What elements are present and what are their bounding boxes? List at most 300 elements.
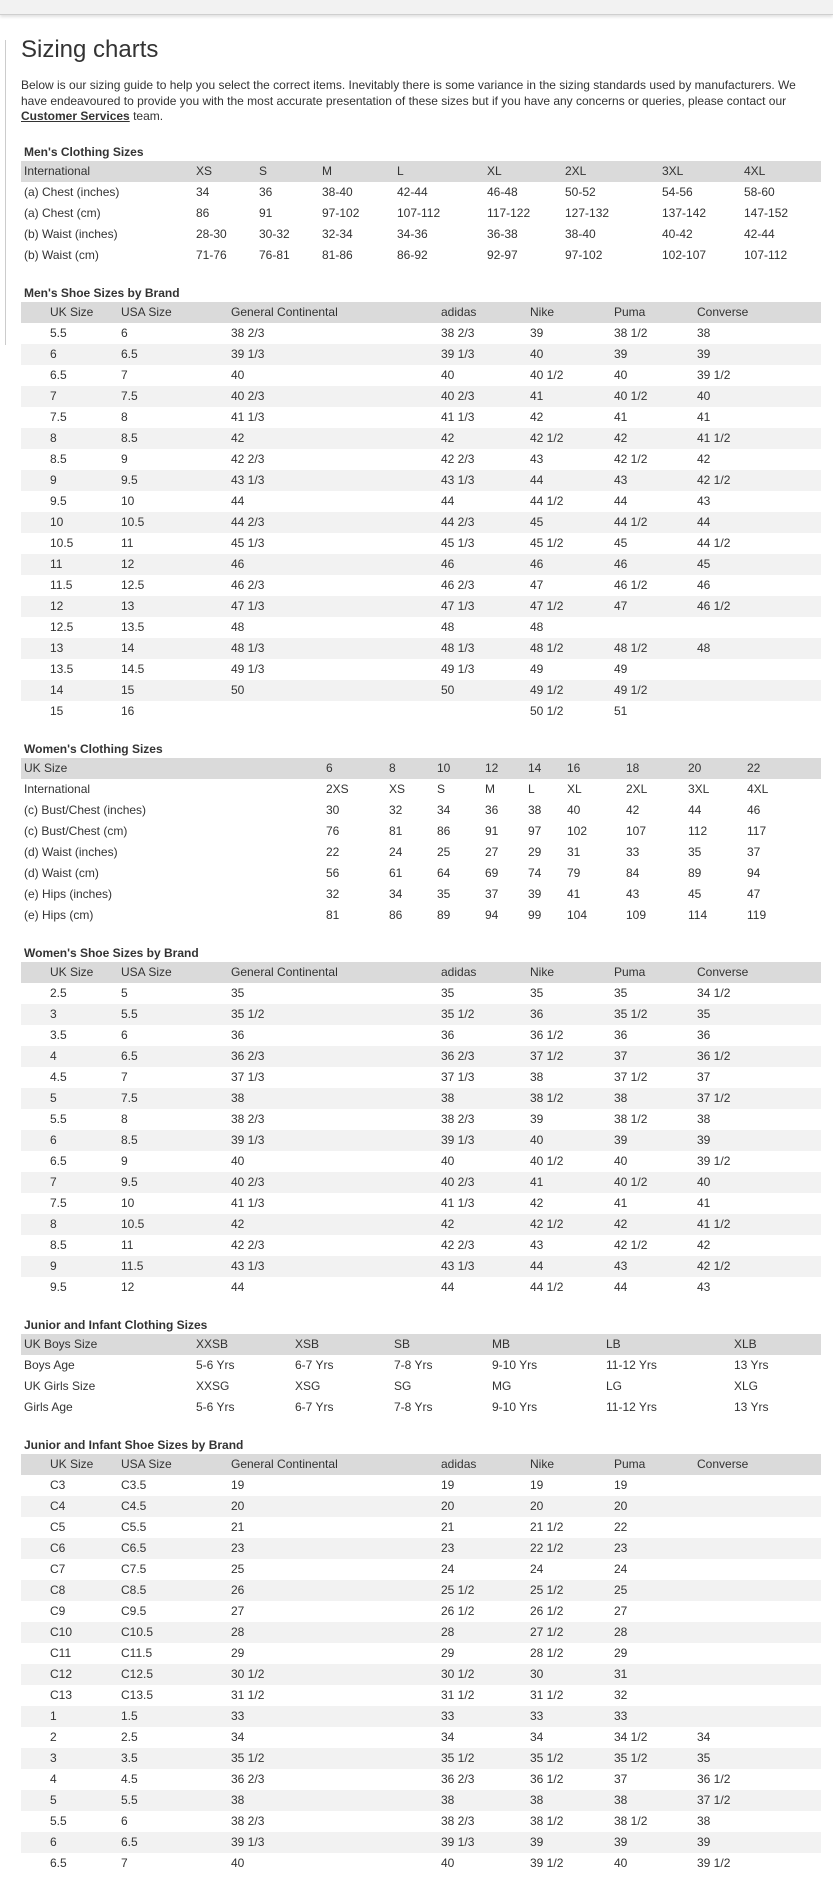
table-cell: 36-38	[487, 227, 518, 241]
table-cell: 28-30	[196, 227, 227, 241]
table-cell: 43 1/3	[231, 1256, 441, 1277]
table-cell: 44 1/2	[697, 536, 731, 550]
table-cell: 25 1/2	[530, 1580, 614, 1601]
table-cell: 35	[697, 1004, 821, 1025]
table-cell: 32	[389, 803, 403, 817]
table-row	[21, 1832, 821, 1853]
table-cell	[697, 659, 821, 680]
section-junior-clothing	[21, 1316, 821, 1418]
table-cell: 42	[697, 452, 711, 466]
table-cell: 2XL	[626, 782, 648, 796]
table-cell: C3.5	[121, 1478, 147, 1492]
table-row	[21, 1853, 821, 1874]
table-cell: 3.5	[121, 1748, 231, 1769]
table-header-row	[21, 1454, 821, 1475]
table-cell: 44	[697, 512, 821, 533]
table-cell: 11	[21, 554, 121, 575]
table-cell: 44	[530, 470, 614, 491]
table-cell: 32	[614, 1688, 628, 1702]
header-cell: Converse	[697, 1454, 821, 1475]
table-row	[21, 1088, 821, 1109]
table-cell: 46	[614, 554, 697, 575]
table-row	[21, 1496, 821, 1517]
table-cell: 19	[614, 1478, 628, 1492]
table-row	[21, 1790, 821, 1811]
header-cell: L	[397, 161, 487, 182]
table-cell: 38-40	[565, 227, 596, 241]
table-cell: 71-76	[196, 248, 227, 262]
table-cell: C5.5	[121, 1520, 147, 1534]
section-title: Women's Clothing Sizes	[24, 741, 163, 756]
table-row	[21, 1193, 821, 1214]
table-cell: 40 1/2	[614, 386, 697, 407]
table-mens-shoes	[21, 302, 821, 722]
table-row	[21, 1214, 821, 1235]
table-cell	[697, 1517, 821, 1538]
table-cell: C3	[50, 1478, 66, 1492]
table-cell: 47	[747, 887, 761, 901]
table-cell: 38	[441, 1088, 530, 1109]
table-cell: 31	[614, 1664, 697, 1685]
table-cell: 40	[530, 1130, 614, 1151]
table-cell: 35 1/2	[441, 1748, 530, 1769]
table-cell: 49 1/3	[441, 662, 475, 676]
table-cell: 44	[231, 494, 245, 508]
table-cell: 20	[530, 1496, 614, 1517]
section-mens-shoes	[21, 284, 821, 722]
table-cell: 28	[614, 1622, 697, 1643]
table-cell: 64	[437, 866, 451, 880]
table-cell: 6-7 Yrs	[295, 1400, 334, 1414]
table-cell: 3	[21, 1748, 121, 1769]
header-cell: XLB	[734, 1334, 821, 1355]
table-cell	[614, 617, 697, 638]
table-row	[21, 428, 821, 449]
table-cell: 35 1/2	[441, 1004, 530, 1025]
table-cell: 25	[614, 1580, 697, 1601]
table-row	[21, 1067, 821, 1088]
table-cell: M	[485, 782, 495, 796]
table-row	[21, 1277, 821, 1298]
table-cell: 40	[231, 368, 245, 382]
table-cell: 74	[528, 866, 542, 880]
table-cell: 42 1/2	[614, 452, 648, 466]
table-cell: 9	[21, 1256, 121, 1277]
section-womens-shoes	[21, 944, 821, 1298]
table-cell: 19	[530, 1478, 544, 1492]
table-cell: 4XL	[747, 782, 769, 796]
table-cell: 5	[121, 986, 128, 1000]
table-cell: 112	[688, 824, 708, 838]
section-title: Junior and Infant Clothing Sizes	[24, 1317, 208, 1332]
table-cell: 39	[530, 1832, 614, 1853]
table-cell: 39 1/2	[697, 368, 731, 382]
table-cell: 39 1/2	[530, 1856, 564, 1870]
table-cell: 7	[21, 386, 121, 407]
table-cell: 42	[441, 1214, 530, 1235]
table-cell: 37 1/2	[697, 1088, 821, 1109]
table-cell: (e) Hips (cm)	[24, 908, 94, 922]
table-cell: 4	[21, 1046, 121, 1067]
table-cell: 5.5	[50, 1814, 67, 1828]
table-header-row	[21, 161, 821, 182]
table-cell: 8.5	[121, 1130, 231, 1151]
table-cell: XLG	[734, 1379, 759, 1393]
table-cell: 16	[121, 704, 135, 718]
table-cell: 50	[441, 680, 530, 701]
table-cell: MG	[492, 1379, 512, 1393]
table-cell: 42	[626, 803, 640, 817]
table-row	[21, 1130, 821, 1151]
table-row	[21, 245, 821, 266]
table-cell	[697, 1685, 821, 1706]
section-junior-shoes	[21, 1436, 821, 1874]
table-cell: 39	[530, 1112, 544, 1126]
table-cell: 86-92	[397, 248, 428, 262]
table-row	[21, 821, 821, 842]
table-cell	[697, 1496, 821, 1517]
table-cell: 43 1/3	[231, 470, 441, 491]
table-cell: 42 2/3	[231, 1238, 265, 1252]
table-cell: 76	[326, 824, 340, 838]
table-cell: (d) Waist (cm)	[24, 866, 99, 880]
table-cell: 37	[747, 845, 761, 859]
table-cell: 37	[614, 1772, 628, 1786]
table-cell: 147-152	[744, 206, 789, 220]
table-cell: 34	[196, 185, 210, 199]
table-cell: 23	[441, 1538, 530, 1559]
table-cell: 42 1/2	[697, 470, 821, 491]
table-cell: 6	[21, 1832, 121, 1853]
table-cell: L	[528, 782, 535, 796]
table-cell: 20	[231, 1496, 441, 1517]
header-cell: Puma	[614, 1454, 697, 1475]
header-cell: UK Size	[21, 302, 121, 323]
table-cell: 44	[441, 1280, 455, 1294]
table-cell: 81	[326, 908, 340, 922]
table-cell: 30	[530, 1664, 614, 1685]
table-cell: 24	[530, 1562, 544, 1576]
table-cell: 6	[21, 344, 121, 365]
table-cell: (b) Waist (inches)	[24, 227, 118, 241]
table-cell: C7.5	[121, 1562, 147, 1576]
table-cell: C9	[50, 1604, 66, 1618]
table-cell: 36 1/2	[697, 1046, 821, 1067]
table-cell	[697, 1622, 821, 1643]
table-cell: 40	[614, 1856, 628, 1870]
header-cell: XS	[196, 161, 259, 182]
table-cell: (a) Chest (inches)	[24, 185, 120, 199]
table-cell: 42-44	[744, 227, 775, 241]
table-row	[21, 203, 821, 224]
table-cell: 84	[626, 866, 640, 880]
table-row	[21, 1397, 821, 1418]
table-cell: 48 1/2	[530, 638, 614, 659]
table-cell: C4	[21, 1496, 121, 1517]
table-cell: 23	[231, 1538, 441, 1559]
table-cell: 19	[441, 1478, 455, 1492]
table-cell: 35	[437, 887, 451, 901]
table-cell: 9.5	[121, 1172, 231, 1193]
sizing-tables	[21, 143, 821, 1874]
table-cell: 24	[614, 1562, 628, 1576]
table-cell: 86	[196, 206, 210, 220]
table-cell: 13.5	[121, 620, 145, 634]
table-cell: 41 1/3	[441, 410, 475, 424]
table-cell: 36	[614, 1028, 628, 1042]
table-row	[21, 1025, 821, 1046]
table-cell: C12.5	[121, 1664, 231, 1685]
table-cell: 36 2/3	[231, 1046, 441, 1067]
table-cell: 6.5	[121, 1832, 231, 1853]
table-cell: 40 1/2	[530, 1154, 564, 1168]
table-cell	[697, 1601, 821, 1622]
table-junior-shoes	[21, 1454, 821, 1874]
table-cell: 38 2/3	[231, 1814, 265, 1828]
table-junior-clothing	[21, 1334, 821, 1418]
table-cell: 86	[437, 824, 451, 838]
table-row	[21, 491, 821, 512]
table-cell: 7.5	[50, 1196, 67, 1210]
table-cell: C6.5	[121, 1538, 231, 1559]
table-cell: 35	[697, 1748, 821, 1769]
table-cell: 24	[389, 845, 403, 859]
table-cell: C5	[50, 1520, 66, 1534]
header-cell: 16	[567, 758, 626, 779]
table-cell: 15	[121, 680, 231, 701]
table-cell: 9.5	[50, 1280, 67, 1294]
table-cell: 8.5	[121, 428, 231, 449]
table-cell: 46	[441, 554, 530, 575]
table-cell: 9.5	[50, 494, 67, 508]
table-cell: 43	[697, 1280, 711, 1294]
table-cell: 127-132	[565, 206, 610, 220]
table-cell: 42 2/3	[441, 452, 475, 466]
header-cell: General Continental	[231, 1454, 441, 1475]
header-cell: 4XL	[744, 161, 821, 182]
table-cell: 8	[21, 1214, 121, 1235]
table-cell: 31 1/2	[231, 1688, 265, 1702]
section-mens-clothing	[21, 143, 821, 266]
table-cell: 42 1/2	[697, 1256, 821, 1277]
table-cell: 8	[121, 1112, 128, 1126]
table-cell: 42 1/2	[614, 1238, 648, 1252]
table-cell: 40-42	[662, 227, 693, 241]
table-cell: 38	[441, 1790, 530, 1811]
table-cell: 40	[441, 1154, 455, 1168]
table-cell: 6.5	[50, 1154, 67, 1168]
table-cell: 2XS	[326, 782, 349, 796]
header-cell: LB	[606, 1334, 734, 1355]
table-cell: (d) Waist (inches)	[24, 845, 118, 859]
table-cell: 5-6 Yrs	[196, 1358, 235, 1372]
table-cell: 14.5	[121, 662, 145, 676]
header-cell: 12	[485, 758, 528, 779]
table-cell: 39 1/3	[231, 344, 441, 365]
table-womens-clothing	[21, 758, 821, 926]
table-cell: 31 1/2	[530, 1688, 564, 1702]
table-cell: 40 2/3	[231, 1172, 441, 1193]
table-cell: 109	[626, 908, 647, 922]
table-cell: 38 2/3	[231, 326, 265, 340]
table-row	[21, 596, 821, 617]
table-row	[21, 323, 821, 344]
table-row	[21, 1811, 821, 1832]
table-cell	[697, 701, 821, 722]
table-cell: 6.5	[121, 1046, 231, 1067]
table-cell: 37	[697, 1070, 711, 1084]
table-mens-clothing	[21, 161, 821, 266]
table-cell: 38 2/3	[441, 1814, 475, 1828]
table-row	[21, 449, 821, 470]
table-cell: 40	[441, 1856, 455, 1870]
header-cell: UK Size	[21, 962, 121, 983]
table-cell: 11	[121, 1238, 134, 1252]
table-cell: 97-102	[565, 248, 603, 262]
table-row	[21, 1538, 821, 1559]
table-cell: 34 1/2	[697, 986, 731, 1000]
table-cell: 42	[614, 428, 697, 449]
table-cell: C7	[50, 1562, 66, 1576]
table-cell: 1.5	[121, 1706, 231, 1727]
table-cell: 38 2/3	[231, 1112, 265, 1126]
table-cell: 35 1/2	[614, 1004, 697, 1025]
table-cell: 35	[688, 845, 702, 859]
header-cell: Converse	[697, 302, 821, 323]
table-cell: 39 1/2	[697, 1856, 731, 1870]
table-cell: 11-12 Yrs	[606, 1400, 657, 1414]
table-cell: C11.5	[121, 1646, 153, 1660]
table-cell: 50	[231, 680, 441, 701]
customer-services-link[interactable]: Customer Services	[21, 109, 130, 123]
header-cell: UK Boys Size	[21, 1334, 196, 1355]
table-cell: 44	[688, 803, 702, 817]
table-cell: 6.5	[50, 1856, 67, 1870]
table-cell: 45 1/3	[231, 536, 265, 550]
table-cell: 39	[697, 1832, 821, 1853]
table-cell: 40	[231, 1856, 245, 1870]
table-cell: 23	[614, 1538, 697, 1559]
table-cell: 51	[614, 704, 628, 718]
header-cell: 20	[688, 758, 747, 779]
header-cell: MB	[492, 1334, 606, 1355]
table-cell: 37	[614, 1046, 697, 1067]
section-title: Junior and Infant Shoe Sizes by Brand	[24, 1437, 244, 1452]
table-cell: 31 1/2	[441, 1688, 475, 1702]
table-cell: 7	[121, 1856, 128, 1870]
header-cell: adidas	[441, 1454, 530, 1475]
table-cell: 41	[530, 1172, 614, 1193]
table-cell: 30 1/2	[441, 1664, 530, 1685]
table-row	[21, 617, 821, 638]
table-row	[21, 344, 821, 365]
table-cell: 2	[50, 1730, 57, 1744]
table-cell: 37 1/3	[231, 1070, 265, 1084]
table-cell: 31	[567, 845, 581, 859]
table-cell: 40	[697, 1172, 821, 1193]
table-cell: 49 1/3	[231, 662, 265, 676]
table-cell: 47	[530, 578, 544, 592]
table-cell: 44	[441, 494, 455, 508]
table-cell: C8.5	[121, 1580, 231, 1601]
table-cell: 81	[389, 824, 403, 838]
table-cell: 42	[530, 410, 544, 424]
table-cell: SG	[394, 1379, 412, 1393]
table-cell: 8	[121, 410, 128, 424]
table-cell: 102-107	[662, 248, 707, 262]
table-cell: (c) Bust/Chest (inches)	[24, 803, 147, 817]
table-cell: 8.5	[50, 452, 67, 466]
table-cell: 45	[688, 887, 702, 901]
table-cell: 7	[121, 1070, 128, 1084]
table-header-row	[21, 962, 821, 983]
header-cell: 22	[747, 758, 821, 779]
table-cell: 38 1/2	[614, 1112, 648, 1126]
table-cell: 37 1/2	[697, 1790, 821, 1811]
table-cell: 36	[530, 1004, 614, 1025]
table-cell: 36 2/3	[231, 1772, 265, 1786]
table-cell: 40	[567, 803, 581, 817]
table-cell: 35	[441, 986, 455, 1000]
section-title: Men's Shoe Sizes by Brand	[24, 285, 180, 300]
table-cell: 20	[614, 1496, 697, 1517]
table-cell: 54-56	[662, 185, 693, 199]
table-cell: (c) Bust/Chest (cm)	[24, 824, 128, 838]
table-cell: 33	[614, 1706, 697, 1727]
table-cell: 38	[231, 1790, 441, 1811]
table-cell: 32-34	[322, 227, 353, 241]
table-row	[21, 1601, 821, 1622]
table-cell: 41 1/3	[231, 410, 265, 424]
table-row	[21, 575, 821, 596]
table-row	[21, 386, 821, 407]
table-cell: 45	[697, 554, 821, 575]
table-cell: 7-8 Yrs	[394, 1400, 433, 1414]
header-cell: General Continental	[231, 302, 441, 323]
table-cell: 36	[259, 185, 273, 199]
table-row	[21, 1004, 821, 1025]
table-cell: C13.5	[121, 1688, 154, 1702]
table-cell: 13.5	[50, 662, 74, 676]
table-cell: 5.5	[50, 1112, 67, 1126]
table-cell: 19	[231, 1478, 245, 1492]
table-cell: 79	[567, 866, 581, 880]
table-cell: 25	[437, 845, 451, 859]
table-cell: 45	[614, 536, 628, 550]
table-cell: 5.5	[121, 1004, 231, 1025]
table-row	[21, 983, 821, 1004]
header-cell: USA Size	[121, 962, 231, 983]
table-cell: 48 1/3	[231, 638, 441, 659]
table-cell: 10.5	[50, 536, 74, 550]
header-cell: M	[322, 161, 397, 182]
table-cell: 21	[441, 1520, 455, 1534]
table-row	[21, 680, 821, 701]
table-cell: 6.5	[121, 344, 231, 365]
table-cell: 48	[530, 620, 544, 634]
table-cell: C4.5	[121, 1496, 231, 1517]
table-cell: 38	[614, 1088, 697, 1109]
table-cell: (e) Hips (inches)	[24, 887, 113, 901]
table-cell: 117-122	[487, 206, 531, 220]
main-content	[21, 32, 821, 1874]
table-cell: 99	[528, 908, 542, 922]
table-cell: 38	[697, 326, 711, 340]
table-cell: 34 1/2	[614, 1730, 648, 1744]
table-cell: 33	[626, 845, 640, 859]
table-cell: 48 1/2	[614, 638, 697, 659]
table-cell: 48	[697, 638, 821, 659]
